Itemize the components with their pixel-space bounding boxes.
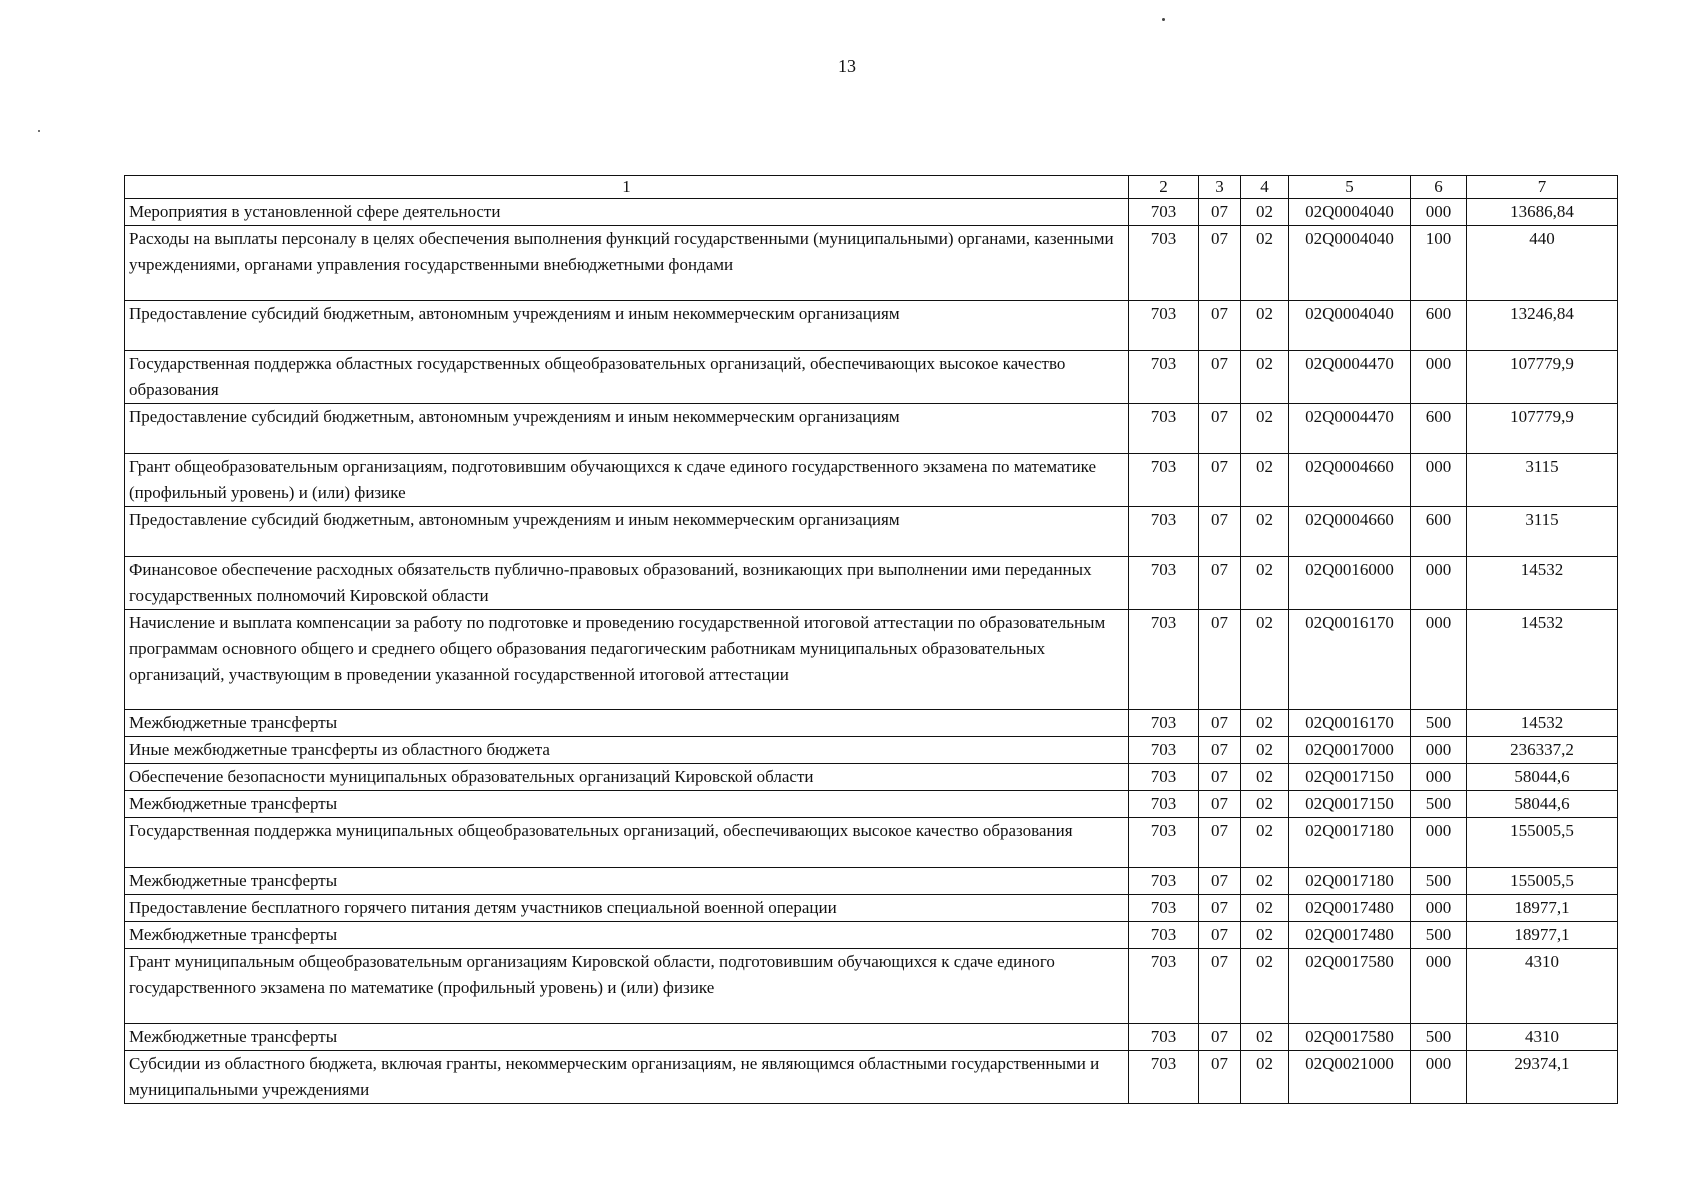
row-admin-code: 703 bbox=[1129, 818, 1199, 868]
header-row bbox=[125, 176, 1618, 199]
row-amount: 58044,6 bbox=[1467, 764, 1618, 791]
row-subsection: 02 bbox=[1241, 557, 1289, 610]
row-subsection: 02 bbox=[1241, 226, 1289, 301]
row-admin-code: 703 bbox=[1129, 557, 1199, 610]
row-section: 07 bbox=[1199, 351, 1241, 404]
row-subsection: 02 bbox=[1241, 404, 1289, 454]
table-row bbox=[125, 1024, 1618, 1051]
row-amount: 14532 bbox=[1467, 557, 1618, 610]
row-name: Межбюджетные трансферты bbox=[125, 922, 1129, 949]
row-admin-code: 703 bbox=[1129, 949, 1199, 1024]
row-name: Субсидии из областного бюджета, включая гранты, некоммерческим организациям, не являющимся областными государственными и муниципальными учреждениями bbox=[125, 1051, 1129, 1104]
row-expense-type: 000 bbox=[1411, 1051, 1467, 1104]
row-target-article: 02Q0017000 bbox=[1289, 737, 1411, 764]
table-row bbox=[125, 764, 1618, 791]
row-target-article: 02Q0004040 bbox=[1289, 199, 1411, 226]
row-name: Предоставление субсидий бюджетным, автономным учреждениям и иным некоммерческим организациям bbox=[125, 507, 1129, 557]
column-header-3: 3 bbox=[1199, 176, 1241, 199]
table-row bbox=[125, 895, 1618, 922]
row-section: 07 bbox=[1199, 507, 1241, 557]
row-target-article: 02Q0004470 bbox=[1289, 404, 1411, 454]
row-amount: 18977,1 bbox=[1467, 895, 1618, 922]
table-row bbox=[125, 404, 1618, 454]
row-section: 07 bbox=[1199, 454, 1241, 507]
row-section: 07 bbox=[1199, 557, 1241, 610]
row-expense-type: 100 bbox=[1411, 226, 1467, 301]
table-header bbox=[125, 176, 1618, 199]
table-row bbox=[125, 949, 1618, 1024]
row-amount: 107779,9 bbox=[1467, 404, 1618, 454]
row-section: 07 bbox=[1199, 710, 1241, 737]
row-subsection: 02 bbox=[1241, 351, 1289, 404]
row-admin-code: 703 bbox=[1129, 301, 1199, 351]
row-section: 07 bbox=[1199, 949, 1241, 1024]
row-name: Межбюджетные трансферты bbox=[125, 1024, 1129, 1051]
row-expense-type: 600 bbox=[1411, 507, 1467, 557]
row-name: Межбюджетные трансферты bbox=[125, 710, 1129, 737]
row-expense-type: 000 bbox=[1411, 610, 1467, 710]
row-expense-type: 000 bbox=[1411, 895, 1467, 922]
row-expense-type: 500 bbox=[1411, 922, 1467, 949]
row-admin-code: 703 bbox=[1129, 351, 1199, 404]
row-amount: 4310 bbox=[1467, 1024, 1618, 1051]
row-section: 07 bbox=[1199, 895, 1241, 922]
row-target-article: 02Q0016170 bbox=[1289, 710, 1411, 737]
row-amount: 14532 bbox=[1467, 710, 1618, 737]
row-subsection: 02 bbox=[1241, 710, 1289, 737]
row-expense-type: 000 bbox=[1411, 818, 1467, 868]
row-amount: 13686,84 bbox=[1467, 199, 1618, 226]
row-amount: 29374,1 bbox=[1467, 1051, 1618, 1104]
row-subsection: 02 bbox=[1241, 1051, 1289, 1104]
column-header-1: 1 bbox=[125, 176, 1129, 199]
row-expense-type: 000 bbox=[1411, 557, 1467, 610]
row-admin-code: 703 bbox=[1129, 1024, 1199, 1051]
column-header-5: 5 bbox=[1289, 176, 1411, 199]
row-name: Финансовое обеспечение расходных обязательств публично-правовых образований, возникающих при выполнении ими переданных государственных полномочий Кировской области bbox=[125, 557, 1129, 610]
row-expense-type: 000 bbox=[1411, 454, 1467, 507]
row-subsection: 02 bbox=[1241, 454, 1289, 507]
table-row bbox=[125, 351, 1618, 404]
table-row bbox=[125, 737, 1618, 764]
row-admin-code: 703 bbox=[1129, 199, 1199, 226]
row-expense-type: 000 bbox=[1411, 351, 1467, 404]
row-section: 07 bbox=[1199, 737, 1241, 764]
row-target-article: 02Q0004660 bbox=[1289, 454, 1411, 507]
table-row bbox=[125, 226, 1618, 301]
table-row bbox=[125, 710, 1618, 737]
table-row bbox=[125, 922, 1618, 949]
row-admin-code: 703 bbox=[1129, 454, 1199, 507]
row-subsection: 02 bbox=[1241, 895, 1289, 922]
table-body bbox=[125, 199, 1618, 1104]
row-subsection: 02 bbox=[1241, 922, 1289, 949]
table-row bbox=[125, 557, 1618, 610]
column-header-2: 2 bbox=[1129, 176, 1199, 199]
row-admin-code: 703 bbox=[1129, 1051, 1199, 1104]
row-target-article: 02Q0004470 bbox=[1289, 351, 1411, 404]
row-admin-code: 703 bbox=[1129, 791, 1199, 818]
row-amount: 13246,84 bbox=[1467, 301, 1618, 351]
row-target-article: 02Q0017180 bbox=[1289, 868, 1411, 895]
row-admin-code: 703 bbox=[1129, 710, 1199, 737]
table-row bbox=[125, 1051, 1618, 1104]
row-subsection: 02 bbox=[1241, 737, 1289, 764]
row-target-article: 02Q0004040 bbox=[1289, 301, 1411, 351]
row-amount: 155005,5 bbox=[1467, 868, 1618, 895]
row-name: Межбюджетные трансферты bbox=[125, 868, 1129, 895]
column-header-7: 7 bbox=[1467, 176, 1618, 199]
row-admin-code: 703 bbox=[1129, 868, 1199, 895]
row-target-article: 02Q0017580 bbox=[1289, 1024, 1411, 1051]
row-name: Мероприятия в установленной сфере деятельности bbox=[125, 199, 1129, 226]
row-expense-type: 000 bbox=[1411, 737, 1467, 764]
row-amount: 236337,2 bbox=[1467, 737, 1618, 764]
row-target-article: 02Q0004660 bbox=[1289, 507, 1411, 557]
row-section: 07 bbox=[1199, 791, 1241, 818]
row-amount: 4310 bbox=[1467, 949, 1618, 1024]
table-row bbox=[125, 454, 1618, 507]
row-name: Межбюджетные трансферты bbox=[125, 791, 1129, 818]
row-subsection: 02 bbox=[1241, 1024, 1289, 1051]
row-expense-type: 500 bbox=[1411, 868, 1467, 895]
row-target-article: 02Q0017480 bbox=[1289, 895, 1411, 922]
row-amount: 18977,1 bbox=[1467, 922, 1618, 949]
row-name: Начисление и выплата компенсации за работу по подготовке и проведению государственной итоговой аттестации по образовательным программам основного общего и среднего общего образования педагогическим работникам муниципальных образовательных организаций, участвующим в проведении указанной государственной итоговой аттестации bbox=[125, 610, 1129, 710]
row-expense-type: 000 bbox=[1411, 764, 1467, 791]
row-name: Предоставление субсидий бюджетным, автономным учреждениям и иным некоммерческим организациям bbox=[125, 301, 1129, 351]
row-name: Государственная поддержка областных государственных общеобразовательных организаций, обеспечивающих высокое качество образования bbox=[125, 351, 1129, 404]
row-target-article: 02Q0021000 bbox=[1289, 1051, 1411, 1104]
row-subsection: 02 bbox=[1241, 507, 1289, 557]
row-name: Предоставление бесплатного горячего питания детям участников специальной военной операции bbox=[125, 895, 1129, 922]
row-expense-type: 600 bbox=[1411, 404, 1467, 454]
row-section: 07 bbox=[1199, 818, 1241, 868]
row-admin-code: 703 bbox=[1129, 764, 1199, 791]
row-subsection: 02 bbox=[1241, 764, 1289, 791]
row-subsection: 02 bbox=[1241, 949, 1289, 1024]
row-amount: 155005,5 bbox=[1467, 818, 1618, 868]
row-expense-type: 000 bbox=[1411, 199, 1467, 226]
row-admin-code: 703 bbox=[1129, 404, 1199, 454]
row-subsection: 02 bbox=[1241, 199, 1289, 226]
row-section: 07 bbox=[1199, 226, 1241, 301]
page-number: 13 bbox=[838, 56, 856, 76]
row-section: 07 bbox=[1199, 1024, 1241, 1051]
row-name: Грант муниципальным общеобразовательным организациям Кировской области, подготовившим обучающихся к сдаче единого государственного экзамена по математике (профильный уровень) и (или) физике bbox=[125, 949, 1129, 1024]
row-target-article: 02Q0016170 bbox=[1289, 610, 1411, 710]
row-subsection: 02 bbox=[1241, 818, 1289, 868]
budget-table bbox=[124, 175, 1618, 1104]
row-name: Иные межбюджетные трансферты из областного бюджета bbox=[125, 737, 1129, 764]
row-admin-code: 703 bbox=[1129, 895, 1199, 922]
row-subsection: 02 bbox=[1241, 868, 1289, 895]
row-target-article: 02Q0017180 bbox=[1289, 818, 1411, 868]
table-row bbox=[125, 199, 1618, 226]
row-subsection: 02 bbox=[1241, 301, 1289, 351]
column-header-6: 6 bbox=[1411, 176, 1467, 199]
row-section: 07 bbox=[1199, 199, 1241, 226]
row-name: Государственная поддержка муниципальных общеобразовательных организаций, обеспечивающих высокое качество образования bbox=[125, 818, 1129, 868]
row-target-article: 02Q0017150 bbox=[1289, 791, 1411, 818]
table-row bbox=[125, 791, 1618, 818]
row-name: Грант общеобразовательным организациям, подготовившим обучающихся к сдаче единого государственного экзамена по математике (профильный уровень) и (или) физике bbox=[125, 454, 1129, 507]
row-expense-type: 600 bbox=[1411, 301, 1467, 351]
row-section: 07 bbox=[1199, 764, 1241, 791]
row-amount: 107779,9 bbox=[1467, 351, 1618, 404]
table-row bbox=[125, 868, 1618, 895]
row-section: 07 bbox=[1199, 1051, 1241, 1104]
row-admin-code: 703 bbox=[1129, 737, 1199, 764]
row-name: Предоставление субсидий бюджетным, автономным учреждениям и иным некоммерческим организациям bbox=[125, 404, 1129, 454]
row-name: Обеспечение безопасности муниципальных образовательных организаций Кировской области bbox=[125, 764, 1129, 791]
scan-speck bbox=[1162, 18, 1165, 21]
row-expense-type: 000 bbox=[1411, 949, 1467, 1024]
row-amount: 58044,6 bbox=[1467, 791, 1618, 818]
table-row bbox=[125, 301, 1618, 351]
row-admin-code: 703 bbox=[1129, 226, 1199, 301]
row-section: 07 bbox=[1199, 404, 1241, 454]
row-section: 07 bbox=[1199, 301, 1241, 351]
row-amount: 3115 bbox=[1467, 507, 1618, 557]
row-target-article: 02Q0017480 bbox=[1289, 922, 1411, 949]
row-target-article: 02Q0017580 bbox=[1289, 949, 1411, 1024]
row-amount: 14532 bbox=[1467, 610, 1618, 710]
row-subsection: 02 bbox=[1241, 791, 1289, 818]
row-expense-type: 500 bbox=[1411, 1024, 1467, 1051]
row-admin-code: 703 bbox=[1129, 610, 1199, 710]
row-amount: 3115 bbox=[1467, 454, 1618, 507]
scan-speck bbox=[38, 130, 40, 132]
table-row bbox=[125, 610, 1618, 710]
row-target-article: 02Q0004040 bbox=[1289, 226, 1411, 301]
row-section: 07 bbox=[1199, 922, 1241, 949]
row-admin-code: 703 bbox=[1129, 507, 1199, 557]
row-section: 07 bbox=[1199, 610, 1241, 710]
row-amount: 440 bbox=[1467, 226, 1618, 301]
row-name: Расходы на выплаты персоналу в целях обеспечения выполнения функций государственными (муниципальными) органами, казенными учреждениями, органами управления государственными внебюджетными фондами bbox=[125, 226, 1129, 301]
table-row bbox=[125, 818, 1618, 868]
row-expense-type: 500 bbox=[1411, 710, 1467, 737]
row-admin-code: 703 bbox=[1129, 922, 1199, 949]
row-target-article: 02Q0017150 bbox=[1289, 764, 1411, 791]
table-row bbox=[125, 507, 1618, 557]
row-target-article: 02Q0016000 bbox=[1289, 557, 1411, 610]
row-subsection: 02 bbox=[1241, 610, 1289, 710]
row-expense-type: 500 bbox=[1411, 791, 1467, 818]
row-section: 07 bbox=[1199, 868, 1241, 895]
column-header-4: 4 bbox=[1241, 176, 1289, 199]
